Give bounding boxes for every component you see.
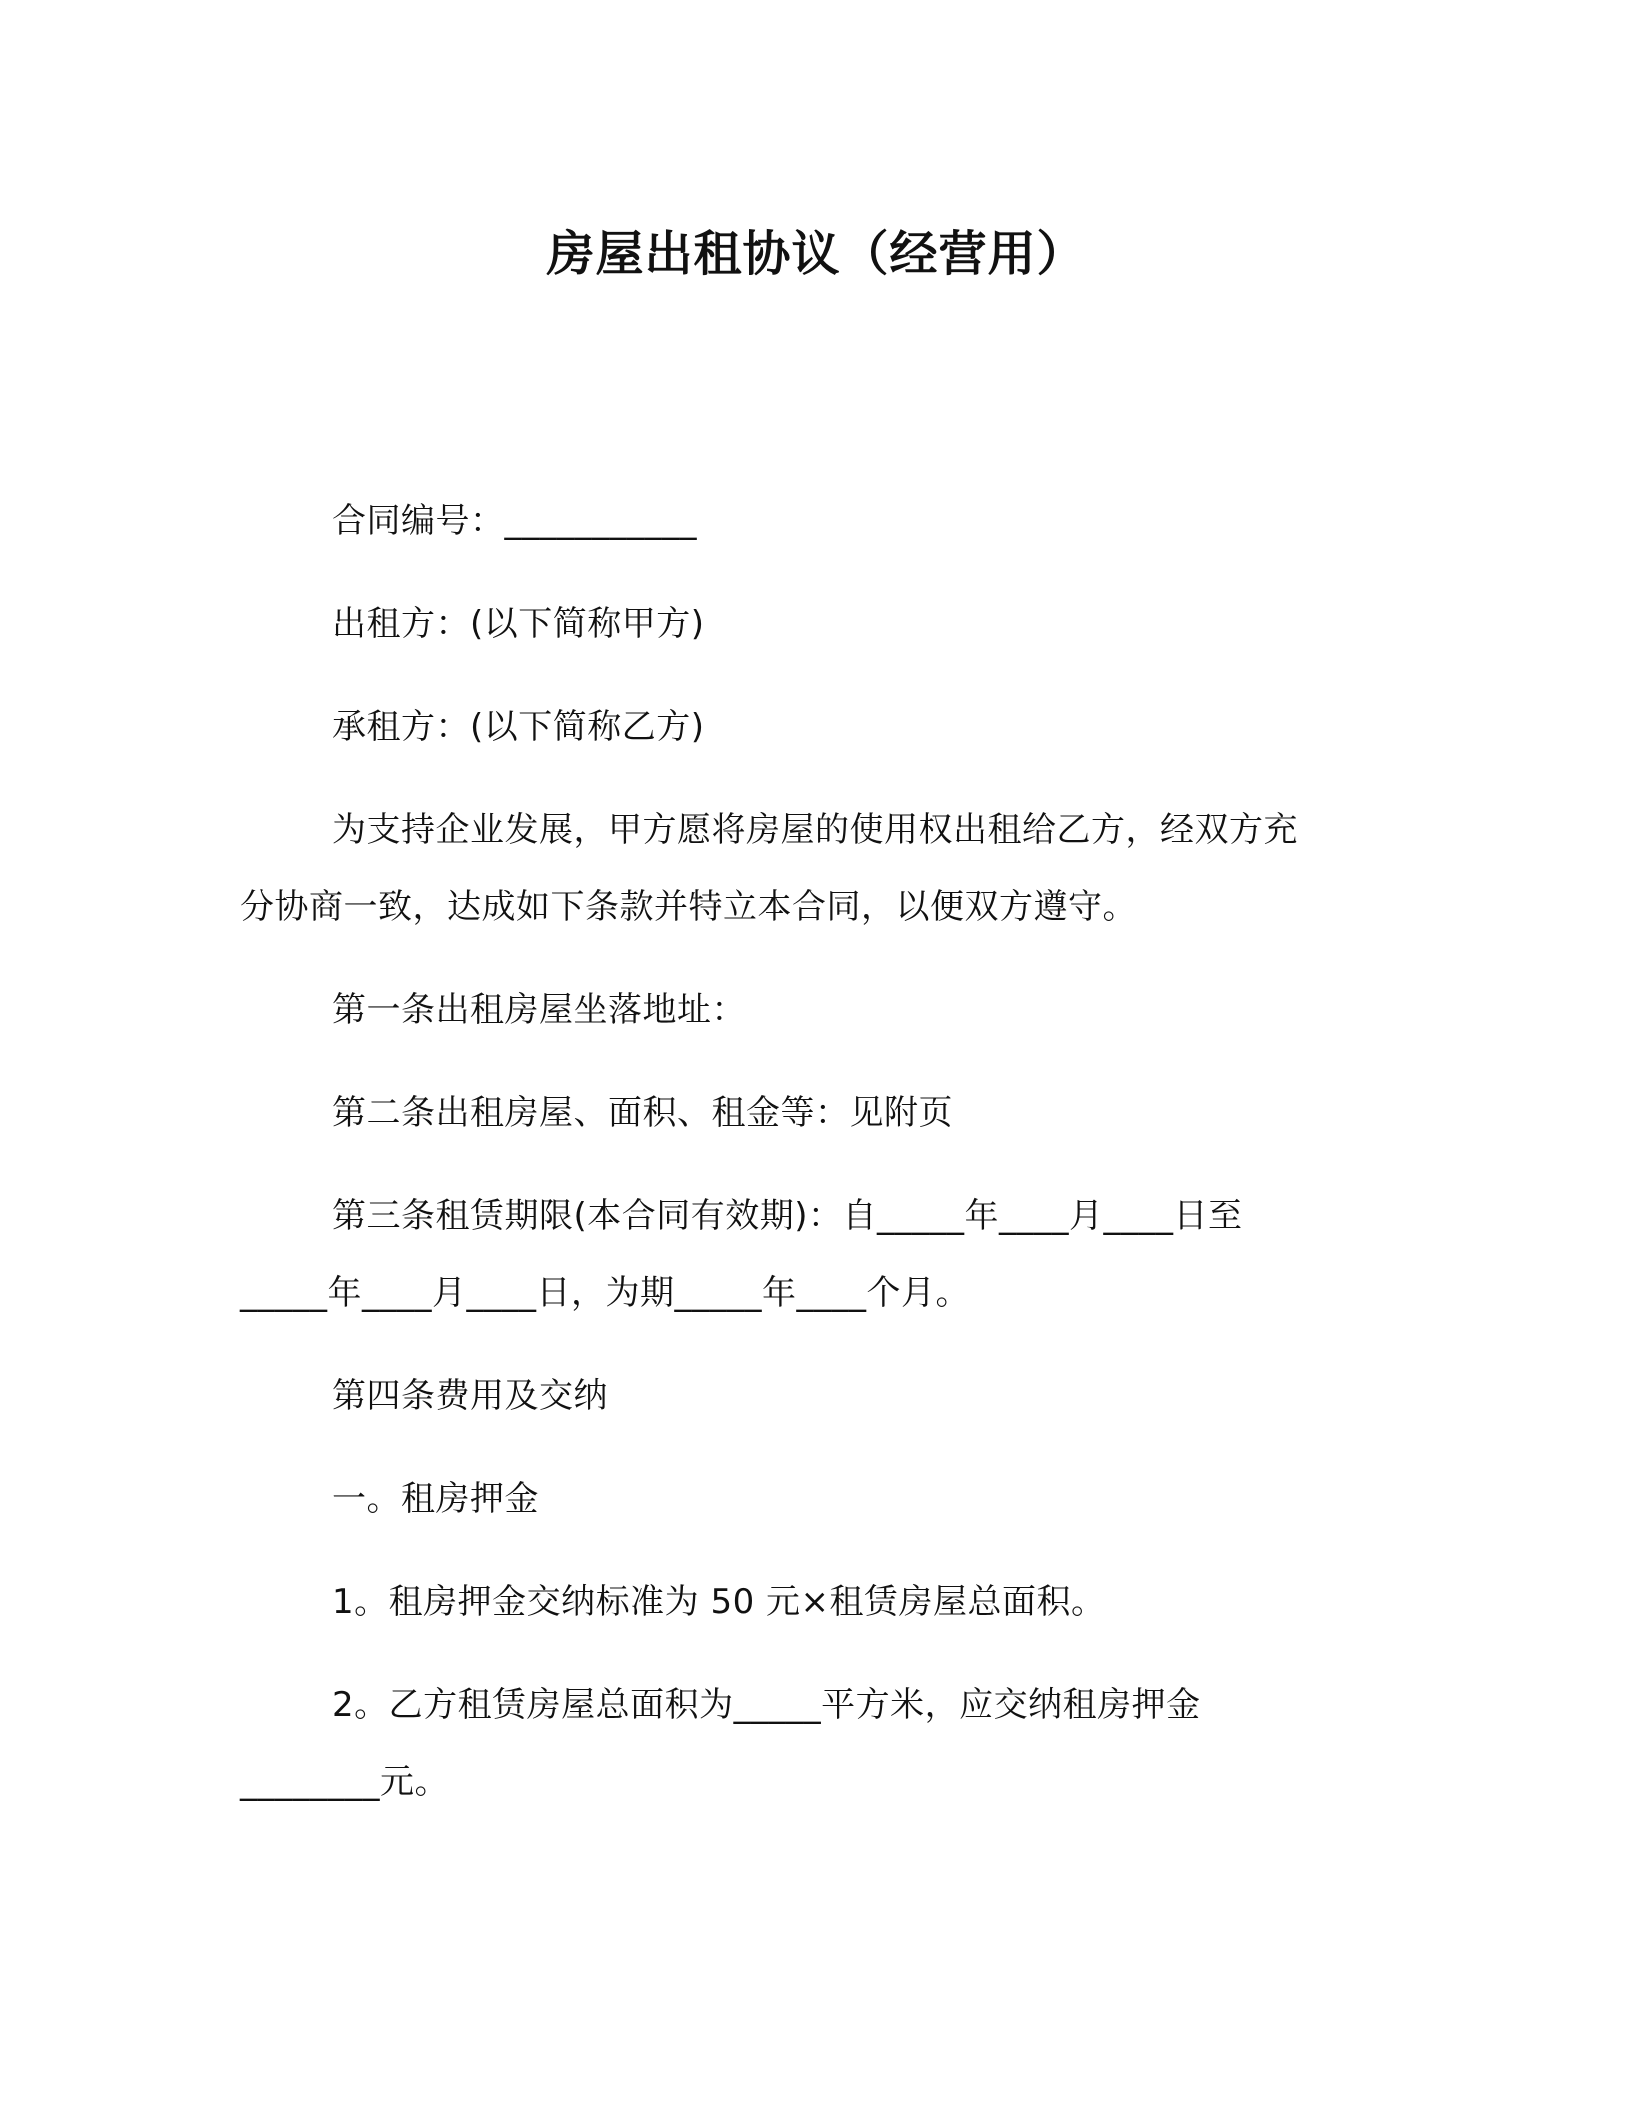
deposit-item-1: 1。租房押金交纳标准为 50 元×租赁房屋总面积。 (332, 1582, 1106, 1622)
preamble-line-2: 分协商一致，达成如下条款并特立本合同，以便双方遵守。 (240, 887, 1137, 927)
article-3-line-1: 第三条租赁期限(本合同有效期)：自_____年____月____日至 (332, 1196, 1243, 1236)
lessee-line: 承租方：(以下简称乙方) (332, 707, 705, 747)
document-title: 房屋出租协议（经营用） (546, 226, 1086, 282)
deposit-heading: 一。租房押金 (332, 1479, 539, 1519)
article-2-line: 第二条出租房屋、面积、租金等：见附页 (332, 1093, 953, 1133)
lessor-line: 出租方：(以下简称甲方) (332, 604, 705, 644)
deposit-item-2-line-2: ________元。 (240, 1762, 449, 1802)
article-4-heading: 第四条费用及交纳 (332, 1376, 608, 1416)
deposit-item-2-line-1: 2。乙方租赁房屋总面积为_____平方米，应交纳租房押金 (332, 1685, 1201, 1725)
article-3-line-2: _____年____月____日，为期_____年____个月。 (240, 1273, 970, 1313)
preamble-line-1: 为支持企业发展，甲方愿将房屋的使用权出租给乙方，经双方充 (332, 810, 1298, 850)
article-1-line: 第一条出租房屋坐落地址： (332, 990, 746, 1030)
contract-number-line: 合同编号：___________ (332, 501, 697, 541)
